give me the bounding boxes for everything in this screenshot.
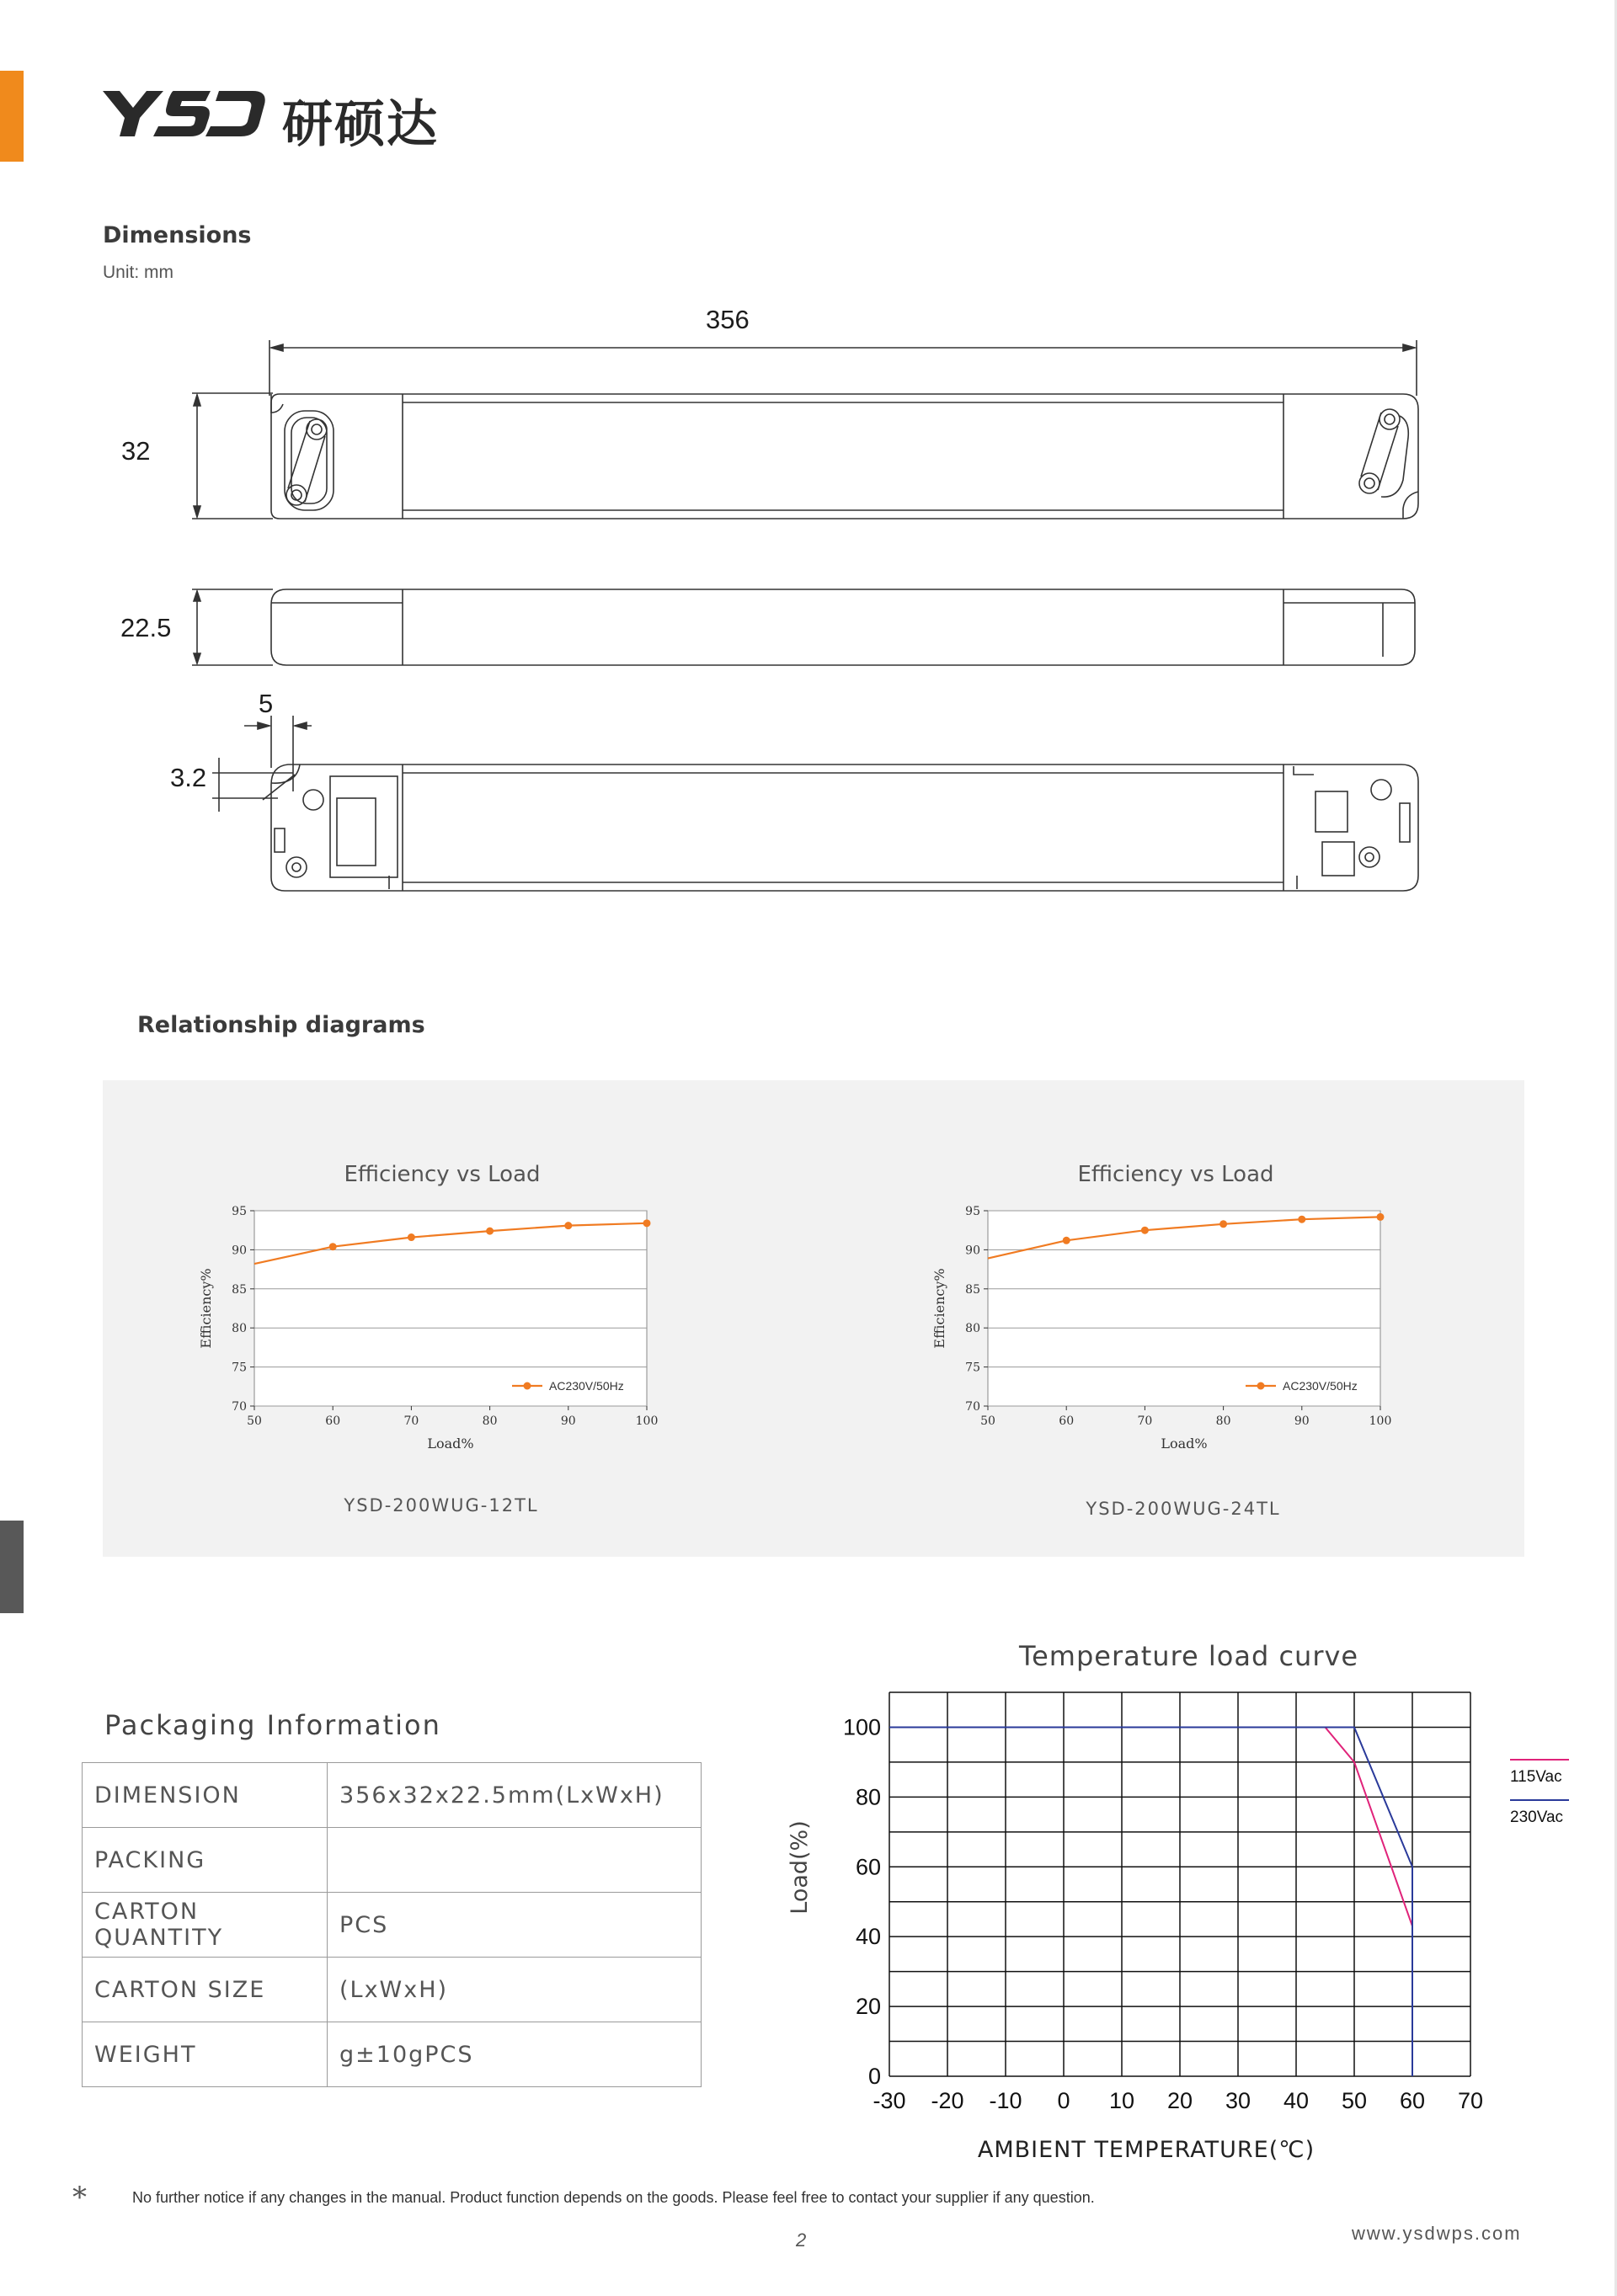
x-tick-label: 90 (560, 1414, 576, 1428)
y-tick-label: 85 (232, 1282, 247, 1297)
data-point (643, 1219, 651, 1227)
x-tick-label: 10 (1108, 2088, 1135, 2113)
row-key: PACKING (83, 1828, 328, 1893)
dim-hole-offset-label: 5 (259, 689, 274, 718)
x-tick-label: 70 (403, 1414, 419, 1428)
legend-label: AC230V/50Hz (1283, 1379, 1358, 1393)
dim-height-label: 22.5 (120, 613, 172, 642)
legend-label: AC230V/50Hz (549, 1379, 624, 1393)
legend-label-115vac: 115Vac (1510, 1768, 1562, 1786)
x-tick-label: -20 (931, 2088, 964, 2113)
x-tick-label: 60 (325, 1414, 341, 1428)
data-point (564, 1222, 572, 1229)
unit-label: Unit: mm (103, 263, 173, 282)
table-row (83, 1958, 702, 2022)
row-key: DIMENSION (83, 1763, 328, 1828)
table-row (83, 2022, 702, 2087)
x-tick-label: 60 (1399, 2088, 1426, 2113)
y-tick-label: 90 (232, 1244, 247, 1258)
website-link[interactable]: www.ysdwps.com (1352, 2223, 1522, 2244)
brand-name-cn: 研硕达 (282, 96, 439, 152)
x-tick-label: 90 (1294, 1414, 1310, 1428)
y-axis-label: Efficiency% (931, 1268, 947, 1349)
x-axis-label: Load% (1161, 1436, 1208, 1452)
y-tick-label: 80 (965, 1322, 980, 1336)
y-axis-label: Efficiency% (198, 1268, 214, 1349)
y-tick-label: 0 (867, 2064, 881, 2089)
ysd-logo-mark (101, 84, 270, 143)
dimensions-heading: Dimensions (103, 222, 252, 248)
table-row (83, 1828, 702, 1893)
data-point (1377, 1213, 1385, 1221)
y-tick-label: 40 (855, 1924, 881, 1950)
x-tick-label: -10 (989, 2088, 1022, 2113)
legend-swatch-marker (524, 1382, 531, 1390)
temp-chart-title: Temperature load curve (1019, 1640, 1359, 1672)
dim-width-label: 32 (121, 436, 151, 466)
x-tick-label: 100 (635, 1414, 659, 1428)
y-tick-label: 75 (232, 1361, 247, 1375)
table-row (83, 1763, 702, 1828)
legend-label-230vac: 230Vac (1510, 1809, 1564, 1826)
chart-2-title: Efficiency vs Load (1077, 1162, 1274, 1187)
packaging-table (82, 1762, 702, 2087)
y-tick-label: 95 (232, 1205, 247, 1218)
x-axis-label: Load% (427, 1436, 474, 1452)
plot-area (988, 1211, 1380, 1406)
gray-side-tab (0, 1521, 24, 1613)
temperature-load-chart (758, 1675, 1617, 2172)
legend-swatch-marker (1257, 1382, 1265, 1390)
plot-area (254, 1211, 647, 1406)
y-tick-label: 80 (232, 1322, 247, 1336)
row-value (328, 1828, 702, 1893)
y-tick-label: 75 (965, 1361, 980, 1375)
efficiency-chart-12tl (185, 1196, 674, 1473)
x-axis-label: AMBIENT TEMPERATURE(℃) (977, 2137, 1315, 2163)
dim-hole-diameter-label: 3.2 (170, 763, 207, 792)
x-tick-label: 60 (1059, 1414, 1075, 1428)
data-point (1219, 1220, 1227, 1228)
row-value: (LxWxH) (328, 1958, 702, 2022)
y-tick-label: 20 (855, 1994, 881, 2020)
chart-2-model: YSD-200WUG-24TL (1086, 1499, 1281, 1519)
x-tick-label: 70 (1137, 1414, 1153, 1428)
row-value: g±10gPCS (328, 2022, 702, 2087)
data-point (329, 1243, 337, 1250)
row-value: 356x32x22.5mm(LxWxH) (328, 1763, 702, 1828)
y-tick-label: 60 (855, 1854, 881, 1880)
page-number: 2 (796, 2229, 807, 2251)
x-tick-label: 30 (1225, 2088, 1251, 2113)
y-tick-label: 95 (965, 1205, 980, 1218)
row-key: CARTON SIZE (83, 1958, 328, 2022)
y-tick-label: 80 (855, 1784, 881, 1810)
brand-logo (101, 84, 270, 147)
x-tick-label: 70 (1457, 2088, 1484, 2113)
packaging-heading: Packaging Information (104, 1709, 441, 1741)
x-tick-label: 80 (1215, 1414, 1231, 1428)
data-point (486, 1228, 494, 1235)
y-axis-label: Load(%) (787, 1820, 813, 1915)
x-tick-label: -30 (873, 2088, 906, 2113)
row-value: PCS (328, 1893, 702, 1958)
x-tick-label: 0 (1057, 2088, 1070, 2113)
relationship-heading: Relationship diagrams (137, 1012, 425, 1038)
table-row (83, 1893, 702, 1958)
y-tick-label: 70 (965, 1400, 980, 1414)
chart-1-model: YSD-200WUG-12TL (344, 1495, 539, 1516)
data-point (1063, 1237, 1070, 1244)
efficiency-chart-24tl (919, 1196, 1407, 1473)
x-tick-label: 80 (482, 1414, 498, 1428)
data-point (408, 1233, 415, 1241)
x-tick-label: 50 (247, 1414, 262, 1428)
dimension-drawing (0, 286, 1617, 909)
y-tick-label: 100 (842, 1714, 881, 1740)
data-point (1141, 1227, 1149, 1234)
y-tick-label: 70 (232, 1400, 247, 1414)
accent-side-tab (0, 71, 24, 162)
x-tick-label: 40 (1283, 2088, 1310, 2113)
row-key: CARTON QUANTITY (83, 1893, 328, 1958)
x-tick-label: 100 (1369, 1414, 1392, 1428)
x-tick-label: 20 (1166, 2088, 1193, 2113)
chart-1-title: Efficiency vs Load (344, 1162, 541, 1187)
x-tick-label: 50 (980, 1414, 995, 1428)
footnote-text: No further notice if any changes in the manual. Product function depends on the goods. Please feel free to contact your supplier if any question. (132, 2189, 1095, 2206)
footnote-asterisk: * (72, 2181, 87, 2214)
x-tick-label: 50 (1341, 2088, 1368, 2113)
y-tick-label: 85 (965, 1282, 980, 1297)
row-key: WEIGHT (83, 2022, 328, 2087)
dim-length-label: 356 (706, 305, 750, 334)
y-tick-label: 90 (965, 1244, 980, 1258)
data-point (1298, 1216, 1305, 1223)
